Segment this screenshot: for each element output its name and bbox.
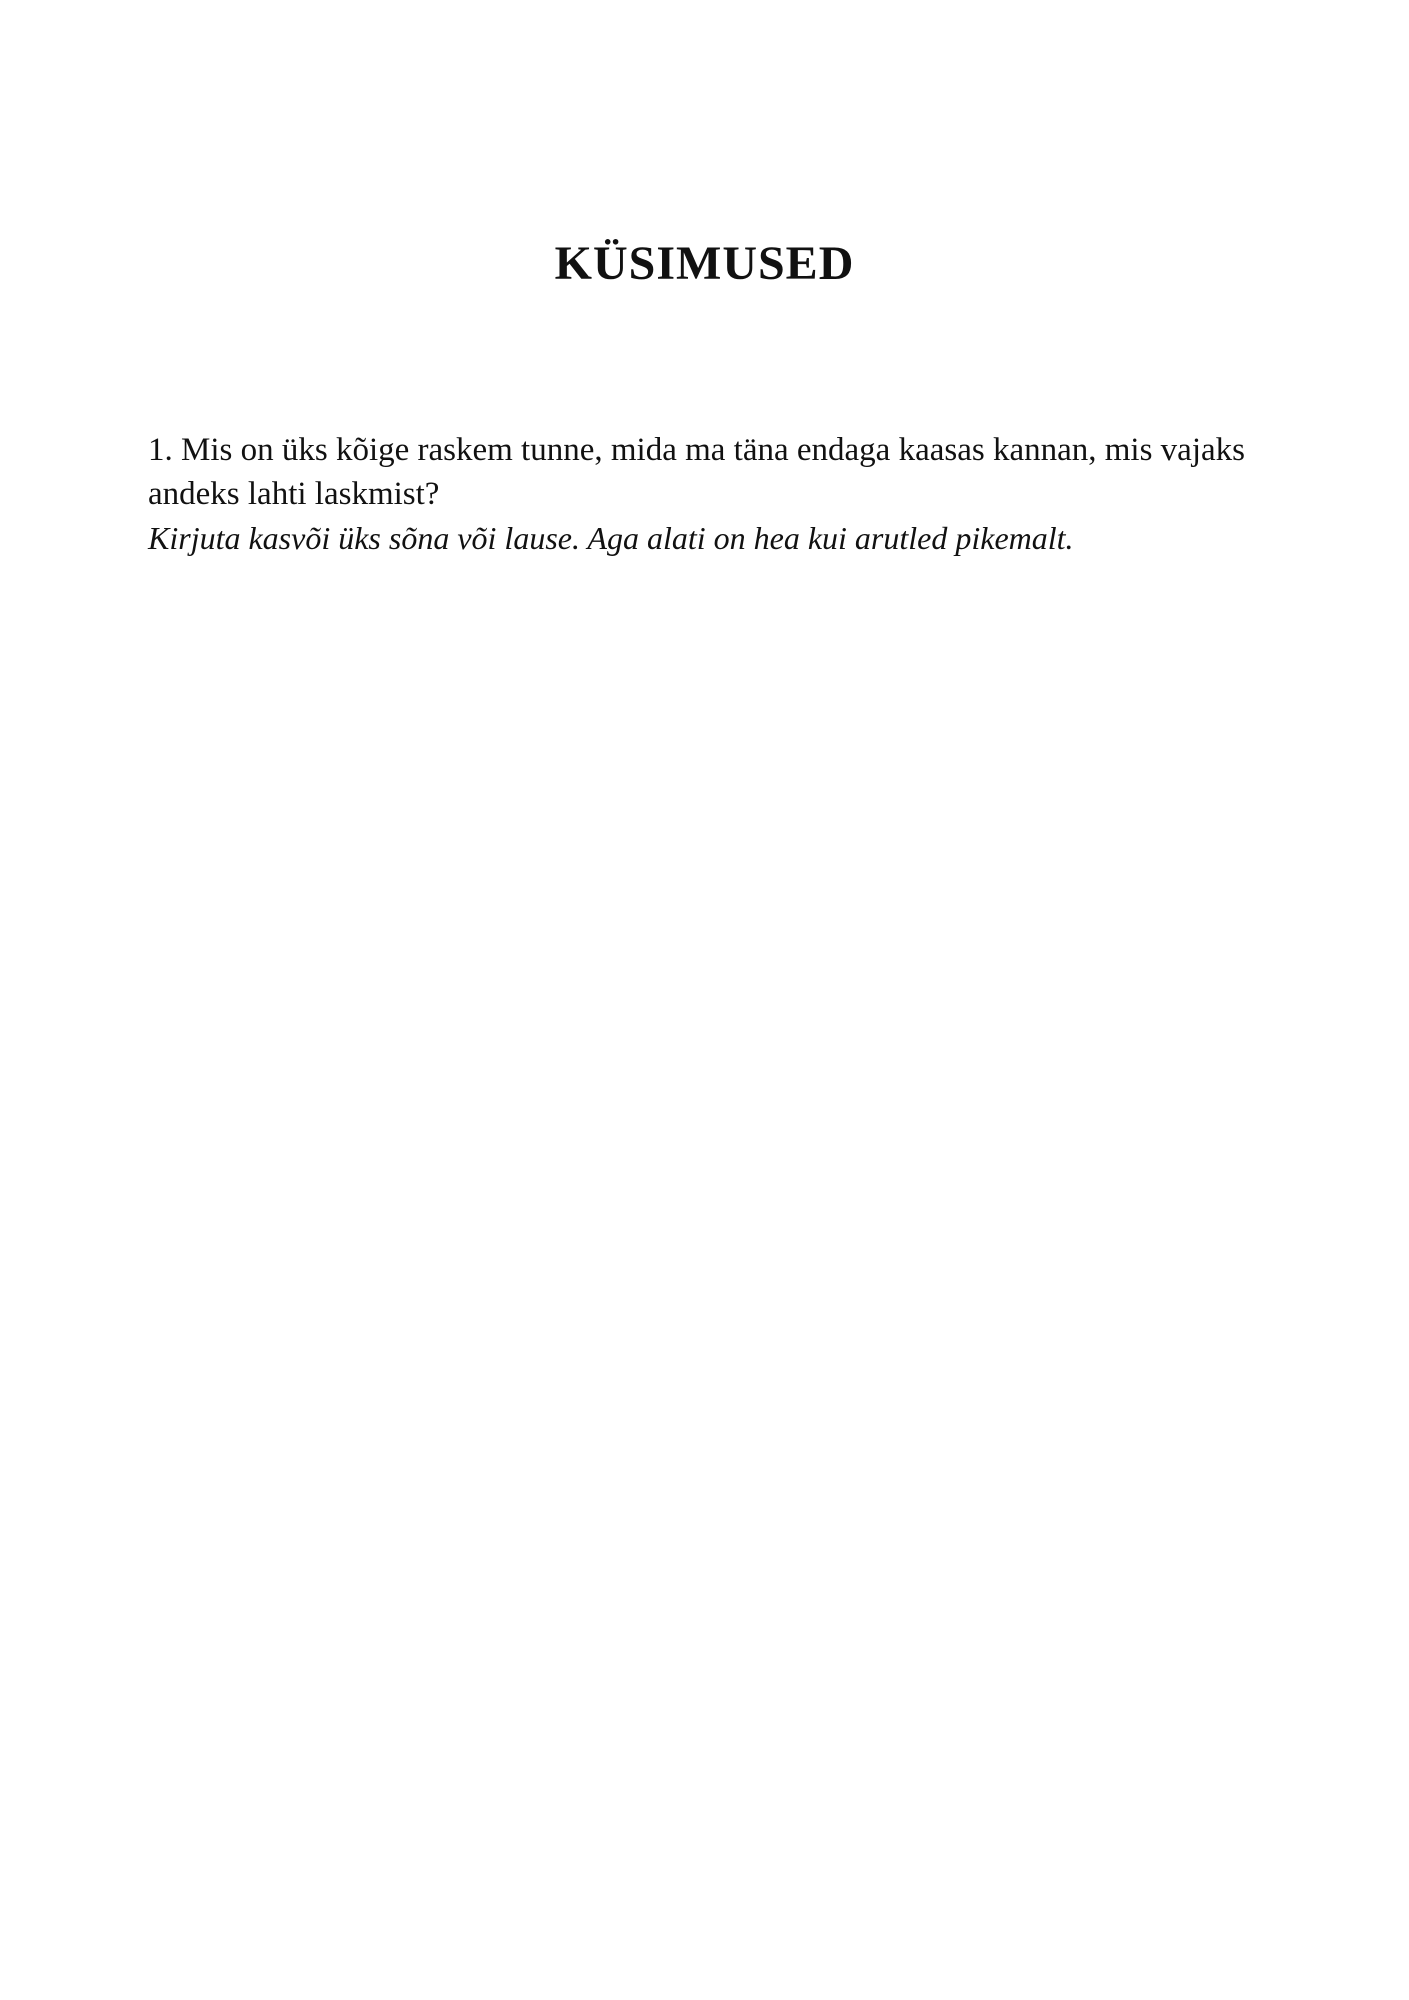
question-item (148, 428, 1278, 560)
question-text: 1. Mis on üks kõige raskem tunne, mida ma täna endaga kaasas kannan, mis vajaks andeks lahti laskmist? (148, 432, 1245, 512)
question-hint: Kirjuta kasvõi üks sõna või lause. Aga alati on hea kui arutled pikemalt. (148, 520, 1074, 556)
page-title: KÜSIMUSED (554, 237, 855, 290)
